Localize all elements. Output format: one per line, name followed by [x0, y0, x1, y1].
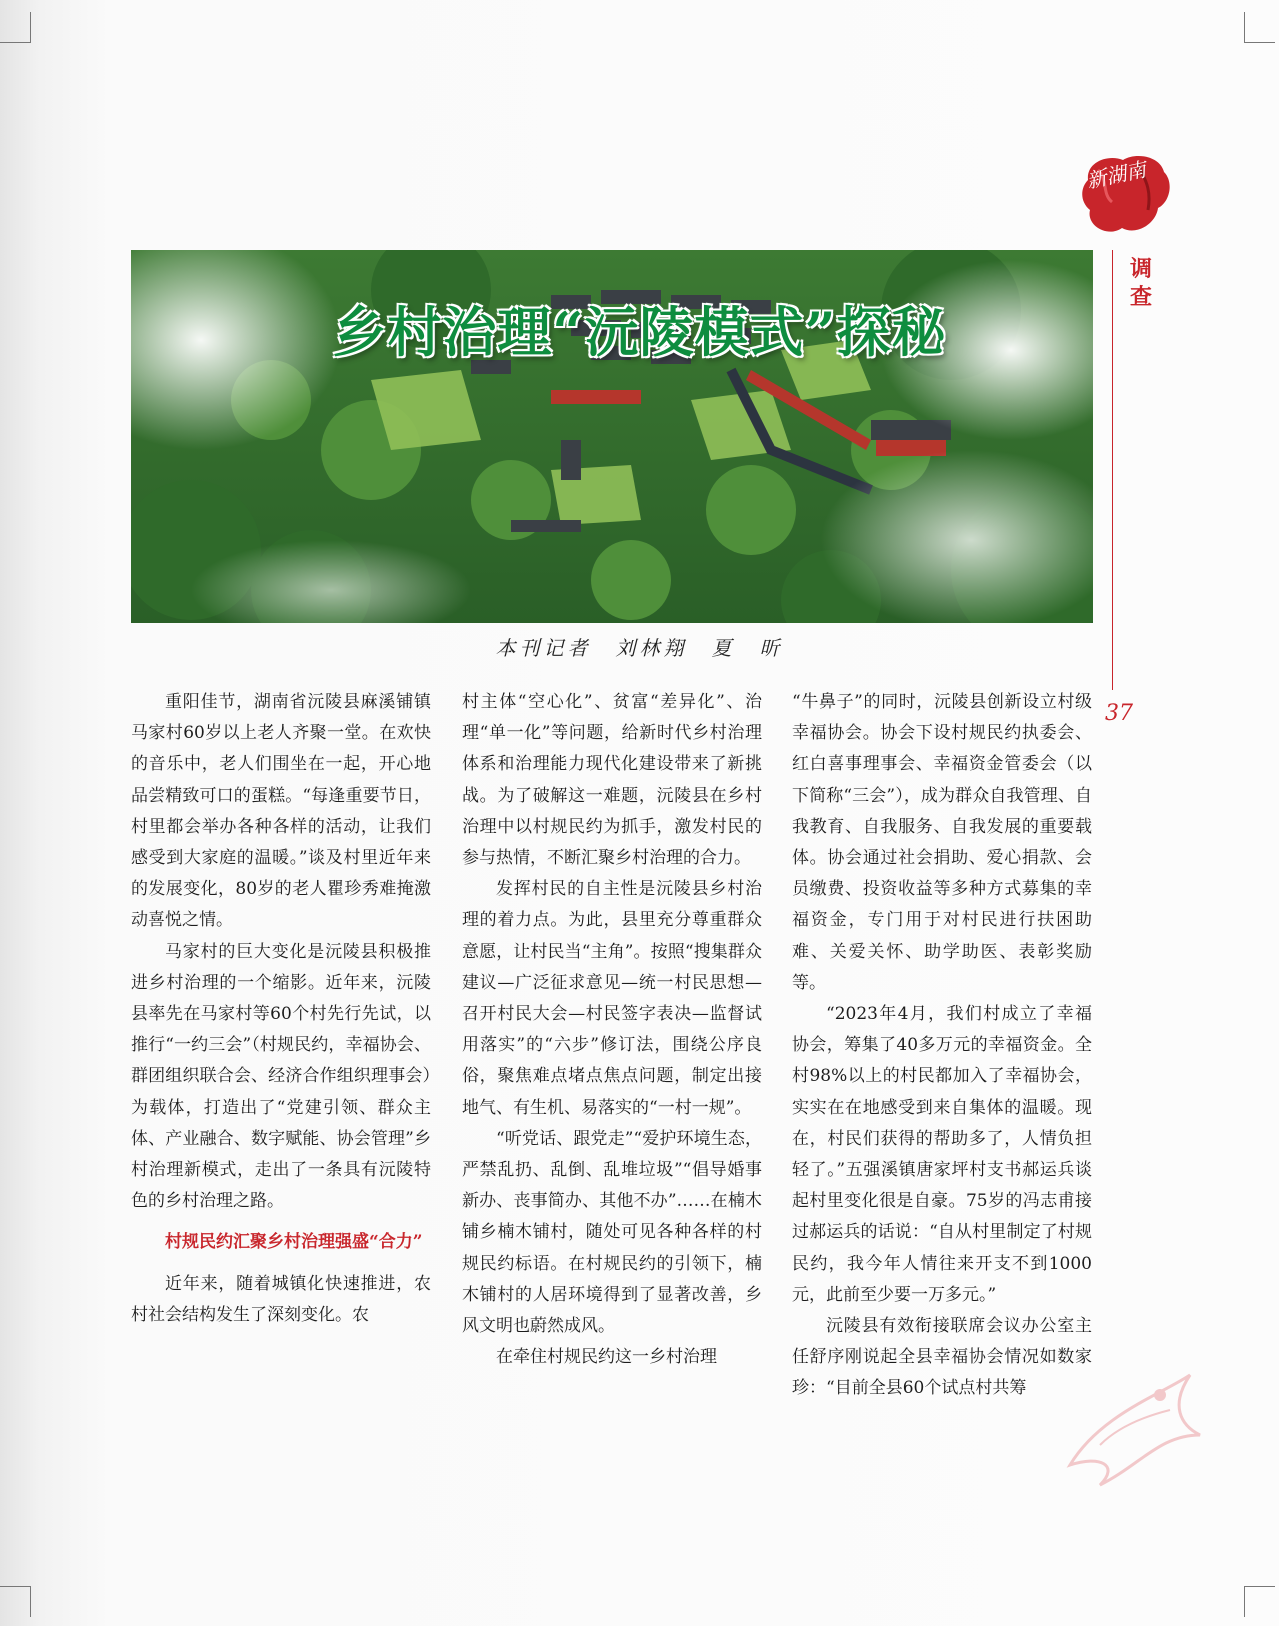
paragraph: “听党话、跟党走”“爱护环境生态，严禁乱扔、乱倒、乱堆垃圾”“倡导婚事新办、丧事简办、其他不办”……在楠木铺乡楠木铺村，随处可见各种各样的村规民约标语。在村规民约的引领下，楠木铺村的人居环境得到了显著改善，乡风文明也蔚然成风。	[462, 1128, 762, 1337]
paragraph: 重阳佳节，湖南省沅陵县麻溪铺镇马家村60岁以上老人齐聚一堂。在欢快的音乐中，老人们围坐在一起，开心地品尝精致可口的蛋糕。“每逢重要节日，村里都会举办各种各样的活动，让我们感受到大家庭的温暖。”谈及村里近年来的发展变化，80岁的老人瞿珍秀难掩激动喜悦之情。	[131, 692, 431, 931]
phoenix-watermark-icon	[1040, 1355, 1210, 1495]
paragraph: “2023年4月，我们村成立了幸福协会，筹集了40多万元的幸福资金。全村98%以上的村民都加入了幸福协会，实实在在地感受到来自集体的温暖。现在，村民们获得的帮助多了，人情负担轻了。”五强溪镇唐家坪村支书郝运兵谈起村里变化很是自豪。75岁的冯志甫接过郝运兵的话说：“自从村里制定了村规民约，我今年人情往来开支不到1000元，此前至少要一万多元。”	[792, 1004, 1092, 1305]
section-tag: 调查	[1129, 257, 1152, 310]
crop-mark-bottom-right	[1244, 1586, 1275, 1617]
text-column-1	[131, 687, 431, 1331]
article-title: 乡村治理“沅陵模式”探秘	[332, 300, 947, 364]
page-number: 37	[1105, 701, 1133, 726]
crop-mark-bottom-left	[0, 1586, 31, 1617]
byline: 本刊记者 刘林翔 夏 昕	[495, 636, 784, 660]
paragraph: 马家村的巨大变化是沅陵县积极推进乡村治理的一个缩影。近年来，沅陵县率先在马家村等60个村先行先试，以推行“一约三会”（村规民约，幸福协会、群团组织联合会、经济合作组织理事会）为载体，打造出了“党建引领、群众主体、产业融合、数字赋能、协会管理”乡村治理新模式，走出了一条具有沅陵特色的乡村治理之路。	[131, 941, 431, 1212]
section-subheading: 村规民约汇聚乡村治理强盛“合力”	[165, 1232, 423, 1253]
text-column-2	[462, 687, 762, 1373]
crop-mark-top-left	[0, 12, 31, 43]
paragraph: 在牵住村规民约这一乡村治理	[496, 1347, 717, 1368]
paragraph: 近年来，随着城镇化快速推进，农村社会结构发生了深刻变化。农	[131, 1273, 431, 1325]
paragraph: 沅陵县有效衔接联席会议办公室主任舒序刚说起全县幸福协会情况如数家珍：“目前全县60个试点村共筹	[792, 1316, 1092, 1399]
logo-text: 新湖南	[1084, 157, 1149, 194]
text-column-3	[792, 687, 1092, 1405]
paragraph: 发挥村民的自主性是沅陵县乡村治理的着力点。为此，县里充分尊重群众意愿，让村民当“主角”。按照“搜集群众建议—广泛征求意见—统一村民思想—召开村民大会—村民签字表决—监督试用落实”的“六步”修订法，围绕公序良俗，聚焦难点堵点焦点问题，制定出接地气、有生机、易落实的“一村一规”。	[462, 879, 762, 1118]
crop-mark-top-right	[1244, 12, 1275, 43]
paragraph: “牛鼻子”的同时，沅陵县创新设立村级幸福协会。协会下设村规民约执委会、红白喜事理事会、幸福资金管委会（以下简称“三会”），成为群众自我管理、自我教育、自我服务、自我发展的重要载体。协会通过社会捐助、爱心捐款、会员缴费、投资收益等多种方式募集的幸福资金，专门用于对村民进行扶困助难、关爱关怀、助学助医、表彰奖励等。	[792, 692, 1092, 993]
paragraph: 村主体“空心化”、贫富“差异化”、治理“单一化”等问题，给新时代乡村治理体系和治理能力现代化建设带来了新挑战。为了破解这一难题，沅陵县在乡村治理中以村规民约为抓手，激发村民的参与热情，不断汇聚乡村治理的合力。	[462, 692, 762, 869]
